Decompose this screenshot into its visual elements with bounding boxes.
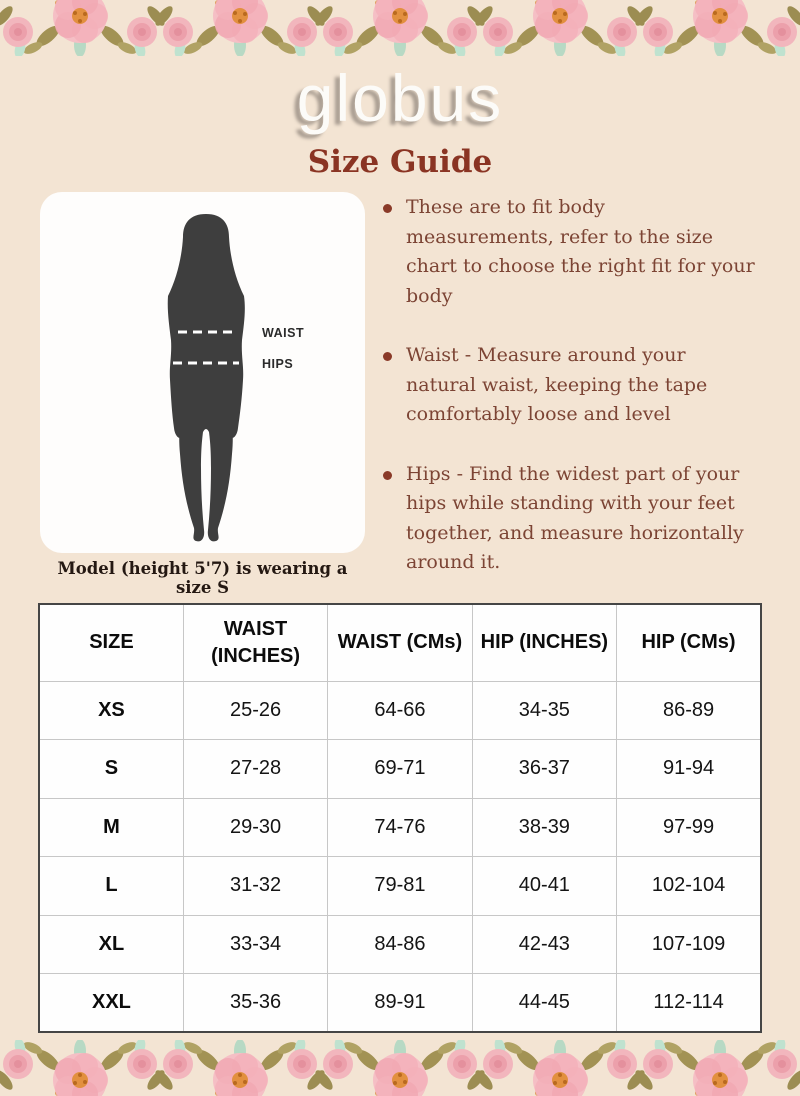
hip-inches-value: 40-41 — [472, 857, 616, 916]
hip-cms-value: 107-109 — [617, 915, 761, 974]
hip-inches-value: 44-45 — [472, 974, 616, 1033]
column-header-size: SIZE — [39, 604, 183, 681]
hips-label: HIPS — [262, 357, 294, 371]
waist-cms-value: 64-66 — [328, 681, 472, 740]
waist-inches-value: 29-30 — [183, 798, 327, 857]
instruction-item — [383, 341, 757, 430]
waist-cms-value: 69-71 — [328, 740, 472, 799]
waist-inches-value: 33-34 — [183, 915, 327, 974]
waist-inches-value: 25-26 — [183, 681, 327, 740]
instruction-item — [383, 460, 757, 578]
model-figure-card — [40, 192, 365, 553]
brand-logo: globus — [296, 61, 504, 135]
size-value: XL — [39, 915, 183, 974]
hip-cms-value: 86-89 — [617, 681, 761, 740]
column-header-waist-cms: WAIST (CMs) — [328, 604, 472, 681]
column-header-hip-cms: HIP (CMs) — [617, 604, 761, 681]
hip-cms-value: 102-104 — [617, 857, 761, 916]
hip-cms-value: 91-94 — [617, 740, 761, 799]
column-header-waist-inches: WAIST (INCHES) — [183, 604, 327, 681]
instructions-list — [383, 193, 757, 608]
column-header-hip-inches: HIP (INCHES) — [472, 604, 616, 681]
size-value: S — [39, 740, 183, 799]
size-value: XS — [39, 681, 183, 740]
waist-inches-value: 31-32 — [183, 857, 327, 916]
hip-cms-value: 112-114 — [617, 974, 761, 1033]
table-row-m — [39, 798, 761, 857]
size-chart-table — [38, 603, 762, 1033]
table-row-l — [39, 857, 761, 916]
table-row-xxl — [39, 974, 761, 1033]
waist-label: WAIST — [262, 326, 305, 340]
size-value: M — [39, 798, 183, 857]
bullet-icon — [383, 471, 392, 480]
bullet-icon — [383, 352, 392, 361]
bullet-icon — [383, 204, 392, 213]
page-title: Size Guide — [307, 144, 493, 180]
hip-cms-value: 97-99 — [617, 798, 761, 857]
waist-inches-value: 27-28 — [183, 740, 327, 799]
table-row-xs — [39, 681, 761, 740]
waist-inches-value: 35-36 — [183, 974, 327, 1033]
table-row-s — [39, 740, 761, 799]
instruction-text: Hips - Find the widest part of your hips while standing with your feet together, and measure horizontally around it. — [406, 462, 744, 573]
waist-cms-value: 79-81 — [328, 857, 472, 916]
table-header-row — [39, 604, 761, 681]
body-silhouette-figure — [40, 192, 365, 553]
floral-border-top — [0, 0, 800, 56]
instruction-item — [383, 193, 757, 311]
table-row-xl — [39, 915, 761, 974]
waist-cms-value: 84-86 — [328, 915, 472, 974]
waist-cms-value: 74-76 — [328, 798, 472, 857]
instruction-text: These are to fit body measurements, refer to the size chart to choose the right fit for your body — [406, 196, 755, 307]
size-value: L — [39, 857, 183, 916]
waist-cms-value: 89-91 — [328, 974, 472, 1033]
size-value: XXL — [39, 974, 183, 1033]
hip-inches-value: 34-35 — [472, 681, 616, 740]
instruction-text: Waist - Measure around your natural waist, keeping the tape comfortably loose and level — [406, 344, 708, 425]
model-caption: Model (height 5'7) is wearing a size S — [57, 559, 348, 597]
hip-inches-value: 42-43 — [472, 915, 616, 974]
floral-border-bottom — [0, 1040, 800, 1096]
hip-inches-value: 38-39 — [472, 798, 616, 857]
hip-inches-value: 36-37 — [472, 740, 616, 799]
